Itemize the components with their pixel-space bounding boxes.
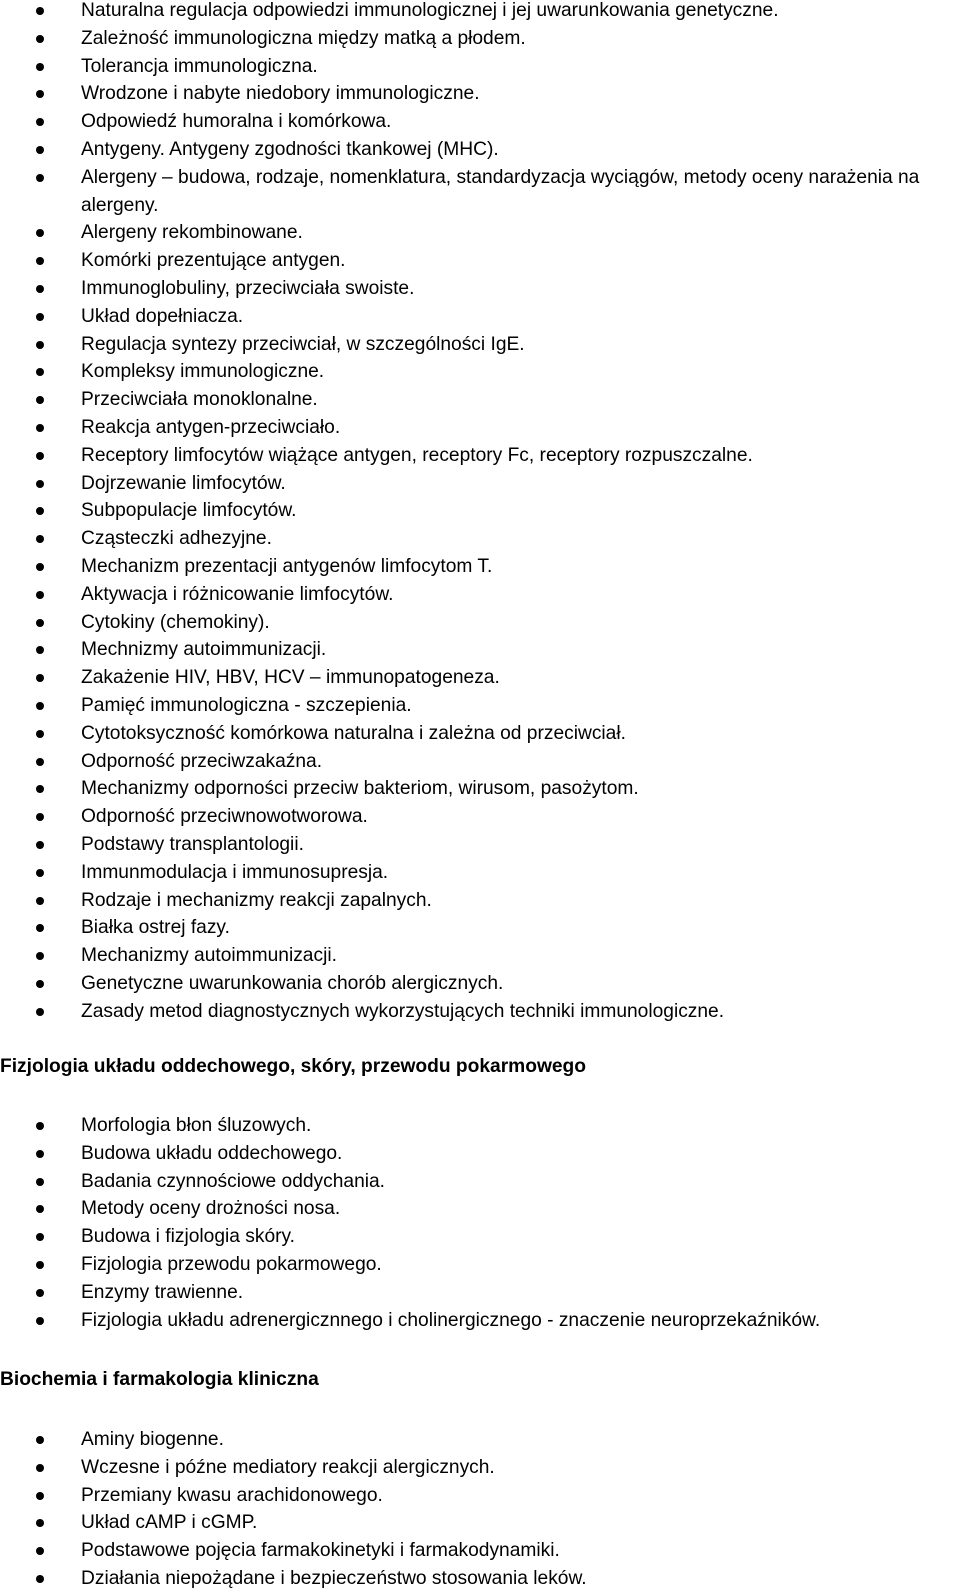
list-item-text: Alergeny rekombinowane. (81, 222, 303, 244)
list-item-text: Białka ostrej fazy. (81, 917, 230, 939)
bullet-icon (36, 118, 44, 126)
bullet-icon (36, 869, 44, 877)
bullet-icon (36, 619, 44, 627)
list-item-text: Antygeny. Antygeny zgodności tkankowej (MHC). (81, 138, 499, 160)
list-item-text: Przeciwciała monoklonalne. (81, 389, 318, 411)
bullet-icon (36, 1233, 44, 1241)
list-item-text: Metody oceny drożności nosa. (81, 1198, 341, 1220)
list-item-text: Odporność przeciwnowotworowa. (81, 806, 368, 828)
list-item (0, 414, 960, 442)
list-item-text: Fizjologia układu adrenergicznnego i cholinergicznego - znaczenie neuroprzekaźników. (81, 1309, 821, 1331)
bullet-icon (36, 730, 44, 738)
list-item-text: Wczesne i późne mediatory reakcji alergicznych. (81, 1456, 495, 1478)
list-item-text: Mechanizmy autoimmunizacji. (81, 945, 337, 967)
bullet-icon (36, 1008, 44, 1016)
bullet-icon (36, 813, 44, 821)
list-item (0, 553, 960, 581)
list-item-text: Cytotoksyczność komórkowa naturalna i zależna od przeciwciał. (81, 722, 626, 744)
bullet-icon (36, 1547, 44, 1555)
list-item-text: Receptory limfocytów wiążące antygen, receptory Fc, receptory rozpuszczalne. (81, 444, 753, 466)
list-item (0, 1565, 960, 1593)
list-item-text: Subpopulacje limfocytów. (81, 500, 297, 522)
bullet-icon (36, 1178, 44, 1186)
bullet-icon (36, 1122, 44, 1130)
list-item-text: Odporność przeciwzakaźna. (81, 750, 323, 772)
bullet-icon (36, 424, 44, 432)
list-item (0, 1168, 960, 1196)
list-item-text: Układ dopełniacza. (81, 305, 244, 327)
list-item (0, 0, 960, 25)
list-item-text: Aktywacja i różnicowanie limfocytów. (81, 583, 394, 605)
list-item-text: Rodzaje i mechanizmy reakcji zapalnych. (81, 889, 432, 911)
bullet-icon (36, 480, 44, 488)
list-item-text: Mechanizm prezentacji antygenów limfocytom T. (81, 555, 493, 577)
list-item-text: Kompleksy immunologiczne. (81, 361, 325, 383)
list-item (0, 1482, 960, 1510)
bullet-icon (36, 507, 44, 515)
list-item-text: Wrodzone i nabyte niedobory immunologiczne. (81, 83, 480, 105)
list-item-text: Morfologia błon śluzowych. (81, 1115, 312, 1136)
bullet-icon (36, 1205, 44, 1213)
list-item (0, 525, 960, 553)
bullet-icon (36, 257, 44, 265)
bullet-icon (36, 285, 44, 293)
list-item-text: Zasady metod diagnostycznych wykorzystujących techniki immunologiczne. (81, 1000, 725, 1022)
bullet-icon (36, 924, 44, 932)
list-item (0, 331, 960, 359)
bullet-icon (36, 563, 44, 571)
list-item (0, 358, 960, 386)
bullet-icon (36, 952, 44, 960)
list-item (0, 942, 960, 970)
list-item (0, 108, 960, 136)
list-item-text: Komórki prezentujące antygen. (81, 250, 346, 272)
list-item-text: Cząsteczki adhezyjne. (81, 528, 272, 550)
list-item-text: Alergeny – budowa, rodzaje, nomenklatura, standardyzacja wyciągów, metody oceny narażenia na alergeny. (81, 166, 920, 216)
list-item (0, 1307, 960, 1335)
list-item (0, 1454, 960, 1482)
list-item (0, 970, 960, 998)
bullet-icon (36, 841, 44, 849)
list-item (0, 1195, 960, 1223)
bullet-icon (36, 785, 44, 793)
bullet-icon (36, 1575, 44, 1583)
bullet-icon (36, 980, 44, 988)
bullet-icon (36, 1289, 44, 1297)
list-item-text: Podstawowe pojęcia farmakokinetyki i farmakodynamiki. (81, 1540, 560, 1562)
list-item (0, 136, 960, 164)
list-item-text: Działania niepożądane i bezpieczeństwo stosowania leków. (81, 1567, 587, 1589)
list-item-text: Immunmodulacja i immunosupresja. (81, 861, 389, 883)
list-item (0, 998, 960, 1026)
list-item-text: Fizjologia przewodu pokarmowego. (81, 1253, 382, 1275)
list-item (0, 1279, 960, 1307)
list-item-text: Regulacja syntezy przeciwciał, w szczególności IgE. (81, 333, 525, 355)
list-item (0, 1223, 960, 1251)
list-item-text: Przemiany kwasu arachidonowego. (81, 1484, 383, 1506)
list-item (0, 303, 960, 331)
list-item-text: Pamięć immunologiczna - szczepienia. (81, 694, 412, 716)
list-item (0, 775, 960, 803)
list-item (0, 247, 960, 275)
bullet-icon (36, 758, 44, 766)
list-item-text: Budowa układu oddechowego. (81, 1142, 343, 1164)
bullet-icon (36, 63, 44, 71)
list-item-text: Immunoglobuliny, przeciwciała swoiste. (81, 277, 415, 299)
bullet-icon (36, 35, 44, 43)
bullet-icon (36, 174, 44, 182)
list-item-text: Naturalna regulacja odpowiedzi immunologicznej i jej uwarunkowania genetyczne. (81, 0, 779, 21)
list-item (0, 1509, 960, 1537)
list-item (0, 636, 960, 664)
list-item (0, 470, 960, 498)
list-item-text: Podstawy transplantologii. (81, 833, 304, 855)
bullet-icon (36, 1519, 44, 1527)
bullet-icon (36, 646, 44, 654)
section-heading-biochemistry: Biochemia i farmakologia kliniczna (0, 1369, 319, 1390)
list-item-text: Tolerancja immunologiczna. (81, 55, 318, 77)
bullet-icon (36, 341, 44, 349)
list-item-text: Odpowiedź humoralna i komórkowa. (81, 111, 392, 133)
bullet-icon (36, 7, 44, 15)
list-item (0, 581, 960, 609)
list-item (0, 1426, 960, 1454)
list-item (0, 914, 960, 942)
list-item (0, 1251, 960, 1279)
list-item-text: Cytokiny (chemokiny). (81, 611, 270, 633)
list-item-text: Dojrzewanie limfocytów. (81, 472, 286, 494)
list-item-text: Badania czynnościowe oddychania. (81, 1170, 386, 1192)
list-item-text: Budowa i fizjologia skóry. (81, 1226, 296, 1248)
bullet-icon (36, 535, 44, 543)
list-item (0, 497, 960, 525)
list-item-text: Zależność immunologiczna między matką a płodem. (81, 27, 526, 49)
bullet-icon (36, 1317, 44, 1325)
list-item (0, 386, 960, 414)
list-item (0, 664, 960, 692)
bullet-icon (36, 368, 44, 376)
list-item (0, 887, 960, 915)
bullet-icon (36, 1261, 44, 1269)
bullet-icon (36, 313, 44, 321)
list-item-text: Genetyczne uwarunkowania chorób alergicznych. (81, 972, 504, 994)
list-item (0, 25, 960, 53)
list-item-text: Aminy biogenne. (81, 1429, 224, 1450)
bullet-icon (36, 229, 44, 237)
topic-list-physiology (0, 1112, 960, 1334)
bullet-icon (36, 1492, 44, 1500)
list-item (0, 720, 960, 748)
bullet-icon (36, 1150, 44, 1158)
bullet-icon (36, 591, 44, 599)
list-item-text: Enzymy trawienne. (81, 1281, 244, 1303)
list-item (0, 1537, 960, 1565)
list-item (0, 275, 960, 303)
list-item (0, 1112, 960, 1140)
list-item (0, 748, 960, 776)
list-item (0, 219, 960, 247)
list-item (0, 53, 960, 81)
list-item (0, 164, 960, 220)
bullet-icon (36, 396, 44, 404)
bullet-icon (36, 1464, 44, 1472)
list-item (0, 609, 960, 637)
list-item (0, 442, 960, 470)
bullet-icon (36, 702, 44, 710)
list-item-text: Mechnizmy autoimmunizacji. (81, 639, 327, 661)
bullet-icon (36, 897, 44, 905)
bullet-icon (36, 1436, 44, 1444)
list-item (0, 859, 960, 887)
section-heading-physiology: Fizjologia układu oddechowego, skóry, przewodu pokarmowego (0, 1056, 586, 1077)
list-item-text: Układ cAMP i cGMP. (81, 1512, 258, 1534)
list-item-text: Zakażenie HIV, HBV, HCV – immunopatogeneza. (81, 667, 500, 689)
topic-list-biochemistry (0, 1426, 960, 1593)
list-item (0, 803, 960, 831)
list-item-text: Mechanizmy odporności przeciw bakteriom, wirusom, pasożytom. (81, 778, 639, 800)
list-item (0, 831, 960, 859)
list-item (0, 692, 960, 720)
bullet-icon (36, 452, 44, 460)
bullet-icon (36, 146, 44, 154)
bullet-icon (36, 674, 44, 682)
list-item (0, 1140, 960, 1168)
list-item (0, 80, 960, 108)
list-item-text: Reakcja antygen-przeciwciało. (81, 416, 341, 438)
bullet-icon (36, 90, 44, 98)
